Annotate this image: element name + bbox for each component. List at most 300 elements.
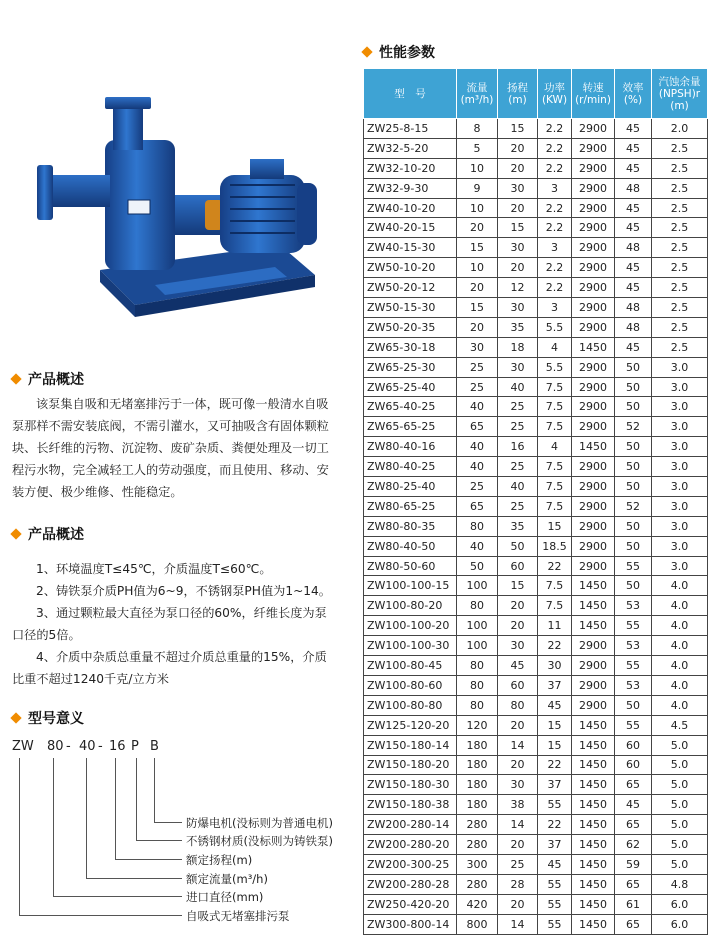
cell-efficiency: 48 [615,178,652,198]
cell-power: 22 [538,636,572,656]
cell-npsh: 2.0 [652,119,708,139]
cell-model: ZW80-50-60 [364,556,457,576]
cell-npsh: 2.5 [652,337,708,357]
cell-power: 4 [538,337,572,357]
cell-efficiency: 50 [615,477,652,497]
cell-speed: 2900 [572,496,615,516]
cell-speed: 1450 [572,735,615,755]
table-row [364,397,708,417]
cell-head: 30 [498,636,538,656]
cell-efficiency: 50 [615,377,652,397]
cell-power: 7.5 [538,596,572,616]
cell-head: 20 [498,138,538,158]
cell-efficiency: 60 [615,735,652,755]
cell-head: 40 [498,377,538,397]
cell-speed: 2900 [572,417,615,437]
table-row [364,914,708,934]
cell-npsh: 4.8 [652,874,708,894]
cell-npsh: 3.0 [652,496,708,516]
cell-npsh: 3.0 [652,516,708,536]
cell-model: ZW150-180-38 [364,795,457,815]
cell-model: ZW80-40-16 [364,437,457,457]
cell-power: 5.5 [538,357,572,377]
cell-speed: 1450 [572,337,615,357]
table-row [364,138,708,158]
cell-flow: 9 [457,178,498,198]
cell-flow: 420 [457,894,498,914]
table-row [364,158,708,178]
cell-power: 45 [538,854,572,874]
table-row [364,437,708,457]
cell-speed: 2900 [572,278,615,298]
cell-model: ZW150-180-20 [364,755,457,775]
cell-npsh: 5.0 [652,815,708,835]
cell-flow: 15 [457,238,498,258]
desc-explosion-proof: 防爆电机(没标则为普通电机) [186,816,333,830]
desc-diameter: 进口直径(mm) [186,890,264,904]
cell-speed: 2900 [572,258,615,278]
cell-efficiency: 50 [615,695,652,715]
cell-power: 2.2 [538,138,572,158]
cell-power: 55 [538,874,572,894]
cell-power: 55 [538,894,572,914]
table-row [364,695,708,715]
code-b: B [150,739,159,754]
cell-head: 60 [498,556,538,576]
table-row [364,337,708,357]
cell-speed: 2900 [572,218,615,238]
code-p: P [131,739,139,754]
cell-model: ZW200-280-20 [364,835,457,855]
cell-head: 20 [498,835,538,855]
table-row [364,556,708,576]
cell-speed: 2900 [572,178,615,198]
cell-flow: 30 [457,337,498,357]
cell-efficiency: 48 [615,298,652,318]
cell-flow: 120 [457,715,498,735]
cell-head: 60 [498,675,538,695]
cell-model: ZW65-25-30 [364,357,457,377]
cell-head: 18 [498,337,538,357]
cell-power: 5.5 [538,317,572,337]
cell-power: 7.5 [538,477,572,497]
cell-flow: 100 [457,576,498,596]
cell-model: ZW100-80-60 [364,675,457,695]
header-npsh: 汽蚀余量 (NPSH)r (m) [652,69,708,119]
cell-npsh: 3.0 [652,437,708,457]
header-flow: 流量 (m³/h) [457,69,498,119]
cell-model: ZW200-280-28 [364,874,457,894]
cell-speed: 2900 [572,357,615,377]
cell-power: 7.5 [538,576,572,596]
cell-head: 25 [498,417,538,437]
cell-power: 2.2 [538,158,572,178]
cell-flow: 280 [457,835,498,855]
cell-npsh: 2.5 [652,158,708,178]
cell-head: 25 [498,854,538,874]
cell-model: ZW100-100-15 [364,576,457,596]
cell-head: 15 [498,218,538,238]
cell-head: 30 [498,298,538,318]
cell-efficiency: 45 [615,138,652,158]
cell-flow: 180 [457,755,498,775]
cell-npsh: 5.0 [652,835,708,855]
cell-speed: 2900 [572,477,615,497]
desc-head: 额定扬程(m) [186,853,253,867]
cell-efficiency: 50 [615,397,652,417]
cell-npsh: 5.0 [652,735,708,755]
cell-power: 2.2 [538,218,572,238]
cell-speed: 1450 [572,894,615,914]
cell-head: 15 [498,119,538,139]
condition-item: 4、介质中杂质总重量不超过介质总重量的15%，介质比重不超过1240千克/立方米 [12,650,327,686]
cell-head: 20 [498,715,538,735]
cell-head: 28 [498,874,538,894]
table-row [364,656,708,676]
cell-flow: 180 [457,775,498,795]
cell-head: 20 [498,198,538,218]
table-row [364,576,708,596]
overview-text: 该泵集自吸和无堵塞排污于一体，既可像一般清水自吸泵那样不需安装底阀，不需引灌水，又可抽吸含有固体颗粒块、长纤维的污物、沉淀物、废矿杂质、粪便处理及一切工程污水物，完全减轻工人的劳动强度，而且使用、移动、安装方便、极少维修、性能稳定。 [12,397,329,499]
cell-npsh: 2.5 [652,258,708,278]
table-header-row [364,69,708,119]
cell-efficiency: 45 [615,119,652,139]
cell-npsh: 5.0 [652,854,708,874]
cell-flow: 100 [457,616,498,636]
table-row [364,496,708,516]
cell-npsh: 3.0 [652,477,708,497]
cell-speed: 1450 [572,775,615,795]
cell-npsh: 3.0 [652,377,708,397]
cell-speed: 2900 [572,119,615,139]
table-heading: 性能参数 [363,42,435,62]
cell-efficiency: 59 [615,854,652,874]
conditions-list [12,558,337,690]
cell-efficiency: 53 [615,596,652,616]
cell-speed: 2900 [572,636,615,656]
cell-npsh: 3.0 [652,417,708,437]
cell-power: 55 [538,914,572,934]
cell-speed: 1450 [572,437,615,457]
cell-flow: 180 [457,795,498,815]
cell-speed: 2900 [572,198,615,218]
table-row [364,298,708,318]
cell-power: 7.5 [538,377,572,397]
table-row [364,675,708,695]
cell-head: 14 [498,914,538,934]
cell-efficiency: 55 [615,656,652,676]
cell-npsh: 4.0 [652,656,708,676]
cell-flow: 25 [457,477,498,497]
cell-head: 20 [498,616,538,636]
code-zw: ZW [12,739,34,754]
cell-npsh: 2.5 [652,178,708,198]
cell-head: 20 [498,894,538,914]
cell-flow: 100 [457,636,498,656]
cell-power: 7.5 [538,397,572,417]
cell-efficiency: 65 [615,914,652,934]
cell-flow: 50 [457,556,498,576]
cell-speed: 1450 [572,576,615,596]
table-row [364,636,708,656]
table-row [364,835,708,855]
cell-flow: 5 [457,138,498,158]
table-row [364,795,708,815]
cell-speed: 1450 [572,854,615,874]
header-efficiency: 效率 (%) [615,69,652,119]
cell-head: 20 [498,596,538,616]
cell-npsh: 5.0 [652,755,708,775]
cell-flow: 280 [457,815,498,835]
cell-efficiency: 50 [615,357,652,377]
cell-npsh: 2.5 [652,238,708,258]
cell-efficiency: 45 [615,218,652,238]
cell-flow: 20 [457,278,498,298]
cell-model: ZW100-100-30 [364,636,457,656]
cell-model: ZW250-420-20 [364,894,457,914]
cell-efficiency: 45 [615,158,652,178]
cell-efficiency: 45 [615,337,652,357]
cell-power: 7.5 [538,496,572,516]
cell-power: 15 [538,516,572,536]
cell-efficiency: 55 [615,556,652,576]
cell-efficiency: 65 [615,775,652,795]
cell-head: 25 [498,397,538,417]
overview-heading: 产品概述 [12,369,84,389]
cell-model: ZW80-80-35 [364,516,457,536]
cell-efficiency: 48 [615,238,652,258]
cell-flow: 10 [457,258,498,278]
cell-efficiency: 61 [615,894,652,914]
cell-flow: 800 [457,914,498,934]
cell-model: ZW80-65-25 [364,496,457,516]
table-row [364,775,708,795]
cell-power: 37 [538,835,572,855]
cell-power: 37 [538,775,572,795]
cell-npsh: 2.5 [652,298,708,318]
cell-speed: 1450 [572,795,615,815]
model-meaning-heading: 型号意义 [12,708,84,728]
cell-speed: 2900 [572,138,615,158]
cell-efficiency: 65 [615,815,652,835]
cell-speed: 2900 [572,695,615,715]
header-model: 型 号 [364,69,457,119]
cell-power: 18.5 [538,536,572,556]
table-row [364,377,708,397]
cell-power: 4 [538,437,572,457]
cell-model: ZW32-5-20 [364,138,457,158]
cell-flow: 40 [457,536,498,556]
table-row [364,894,708,914]
table-row [364,238,708,258]
cell-head: 20 [498,258,538,278]
cell-power: 22 [538,755,572,775]
cell-flow: 40 [457,397,498,417]
cell-flow: 65 [457,417,498,437]
cell-flow: 25 [457,357,498,377]
cell-power: 2.2 [538,278,572,298]
cell-npsh: 3.0 [652,536,708,556]
cell-head: 45 [498,656,538,676]
cell-flow: 40 [457,437,498,457]
cell-model: ZW50-10-20 [364,258,457,278]
cell-npsh: 4.0 [652,695,708,715]
cell-power: 55 [538,795,572,815]
cell-power: 7.5 [538,417,572,437]
pump-image [25,95,335,330]
cell-npsh: 3.0 [652,457,708,477]
cell-speed: 2900 [572,656,615,676]
cell-flow: 80 [457,656,498,676]
cell-speed: 1450 [572,874,615,894]
cell-npsh: 6.0 [652,894,708,914]
cell-model: ZW125-120-20 [364,715,457,735]
cell-power: 15 [538,715,572,735]
cell-model: ZW80-25-40 [364,477,457,497]
cell-speed: 2900 [572,298,615,318]
cell-efficiency: 60 [615,755,652,775]
cell-model: ZW100-80-80 [364,695,457,715]
cell-flow: 20 [457,218,498,238]
cell-power: 37 [538,675,572,695]
cell-efficiency: 50 [615,437,652,457]
table-row [364,457,708,477]
cell-head: 30 [498,775,538,795]
cell-flow: 20 [457,317,498,337]
table-row [364,596,708,616]
cell-flow: 80 [457,695,498,715]
cell-npsh: 2.5 [652,198,708,218]
cell-head: 35 [498,317,538,337]
cell-npsh: 5.0 [652,775,708,795]
cell-speed: 2900 [572,536,615,556]
cell-efficiency: 45 [615,198,652,218]
cell-efficiency: 50 [615,516,652,536]
cell-efficiency: 45 [615,278,652,298]
cell-speed: 1450 [572,596,615,616]
cell-flow: 180 [457,735,498,755]
cell-model: ZW40-20-15 [364,218,457,238]
cell-efficiency: 48 [615,317,652,337]
cell-head: 15 [498,576,538,596]
cell-npsh: 2.5 [652,218,708,238]
cell-flow: 10 [457,158,498,178]
cell-efficiency: 55 [615,715,652,735]
cell-model: ZW40-15-30 [364,238,457,258]
condition-item: 1、环境温度T≤45℃，介质温度T≤60℃。 [36,562,272,576]
cell-efficiency: 50 [615,536,652,556]
cell-flow: 280 [457,874,498,894]
cell-power: 3 [538,178,572,198]
header-head: 扬程 (m) [498,69,538,119]
cell-speed: 2900 [572,675,615,695]
cell-power: 3 [538,298,572,318]
cell-flow: 300 [457,854,498,874]
cell-flow: 25 [457,377,498,397]
cell-npsh: 2.5 [652,278,708,298]
cell-model: ZW65-40-25 [364,397,457,417]
cell-flow: 65 [457,496,498,516]
desc-flow: 额定流量(m³/h) [186,872,268,886]
cell-npsh: 4.0 [652,616,708,636]
cell-power: 2.2 [538,198,572,218]
cell-speed: 1450 [572,835,615,855]
header-speed: 转速 (r/min) [572,69,615,119]
table-row [364,874,708,894]
cell-speed: 1450 [572,815,615,835]
code-diameter: 80 [47,739,64,754]
cell-efficiency: 65 [615,874,652,894]
cell-npsh: 6.0 [652,914,708,934]
diamond-bullet-icon [10,373,21,384]
cell-npsh: 4.0 [652,576,708,596]
cell-model: ZW300-800-14 [364,914,457,934]
table-row [364,715,708,735]
cell-model: ZW200-300-25 [364,854,457,874]
table-row [364,477,708,497]
table-row [364,119,708,139]
cell-power: 15 [538,735,572,755]
cell-speed: 2900 [572,317,615,337]
cell-efficiency: 50 [615,576,652,596]
cell-flow: 40 [457,457,498,477]
table-row [364,278,708,298]
cell-model: ZW150-180-30 [364,775,457,795]
table-row [364,178,708,198]
cell-npsh: 3.0 [652,397,708,417]
cell-model: ZW150-180-14 [364,735,457,755]
cell-head: 30 [498,238,538,258]
cell-power: 11 [538,616,572,636]
cell-npsh: 3.0 [652,357,708,377]
code-head: 16 [109,739,126,754]
cell-efficiency: 55 [615,616,652,636]
table-row [364,317,708,337]
code-dash: - [98,739,103,754]
cell-model: ZW40-10-20 [364,198,457,218]
performance-table [363,68,708,935]
table-row [364,616,708,636]
cell-model: ZW65-25-40 [364,377,457,397]
cell-head: 40 [498,477,538,497]
cell-head: 20 [498,158,538,178]
cell-speed: 2900 [572,397,615,417]
table-row [364,258,708,278]
header-power: 功率 (KW) [538,69,572,119]
cell-model: ZW50-20-12 [364,278,457,298]
cell-npsh: 5.0 [652,795,708,815]
cell-speed: 2900 [572,238,615,258]
cell-speed: 1450 [572,755,615,775]
cell-speed: 2900 [572,516,615,536]
diamond-bullet-icon [10,712,21,723]
cell-efficiency: 45 [615,258,652,278]
desc-stainless: 不锈钢材质(没标则为铸铁泵) [186,834,333,848]
cell-flow: 8 [457,119,498,139]
condition-item: 3、通过颗粒最大直径为泵口径的60%，纤维长度为泵口径的5倍。 [12,606,327,642]
cell-npsh: 4.0 [652,636,708,656]
table-row [364,218,708,238]
cell-speed: 1450 [572,715,615,735]
table-row [364,735,708,755]
code-flow: 40 [79,739,96,754]
conditions-heading: 产品概述 [12,524,84,544]
cell-flow: 80 [457,596,498,616]
cell-model: ZW80-40-50 [364,536,457,556]
cell-head: 30 [498,357,538,377]
cell-model: ZW80-40-25 [364,457,457,477]
cell-head: 20 [498,755,538,775]
